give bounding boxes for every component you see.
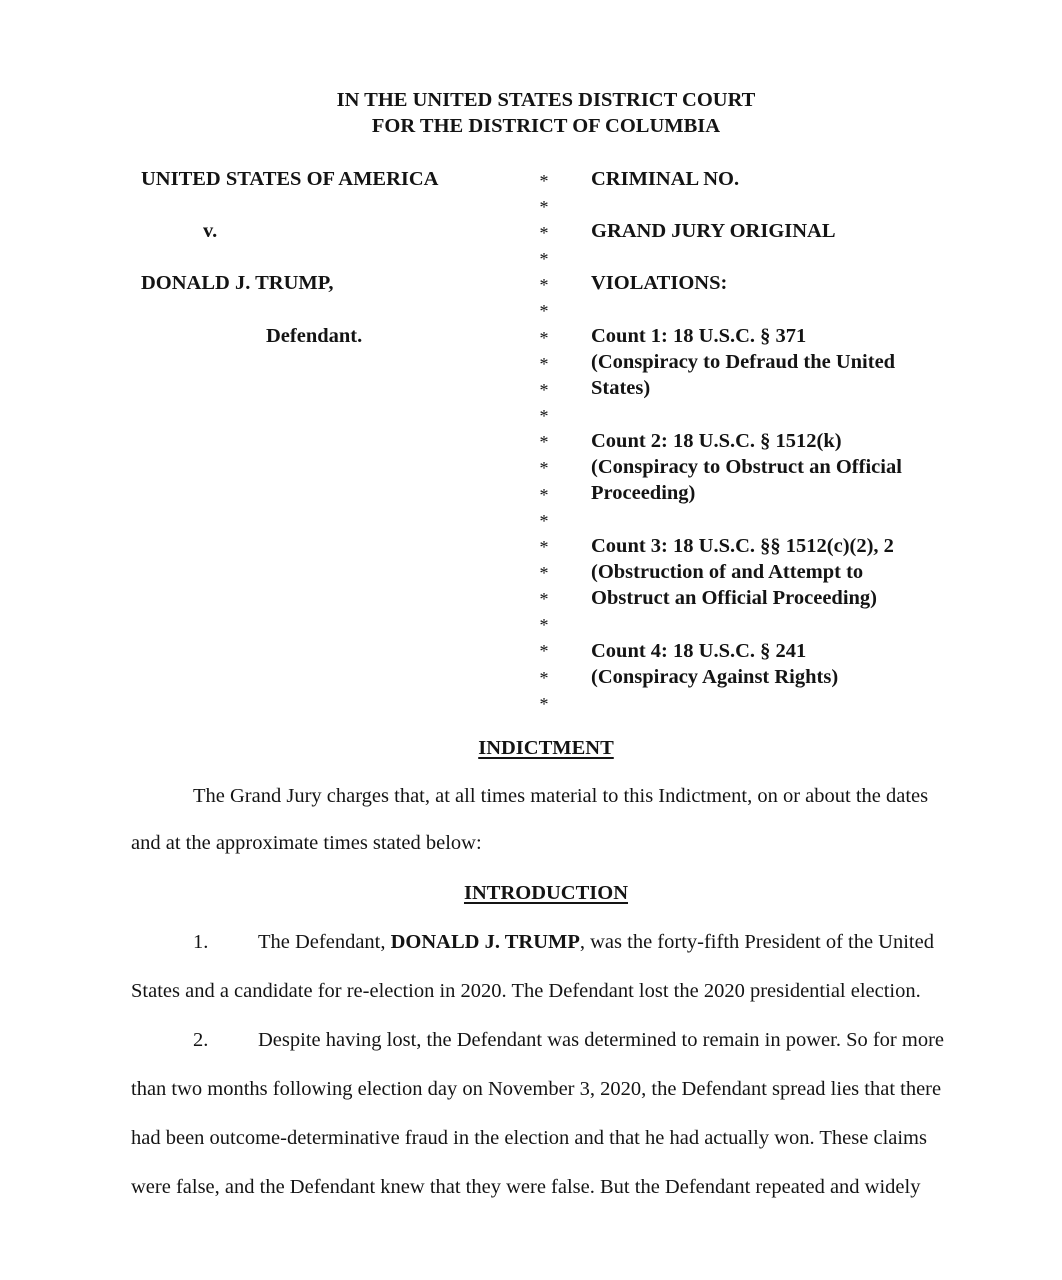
paragraph-number: 2. xyxy=(193,1029,209,1051)
criminal-number-label: CRIMINAL NO. xyxy=(591,168,740,190)
separator-star: * xyxy=(539,380,549,400)
separator-star: * xyxy=(539,458,549,478)
separator-star: * xyxy=(539,432,549,452)
separator-star: * xyxy=(539,301,549,321)
count-1-title: Count 1: 18 U.S.C. § 371 xyxy=(591,325,807,347)
separator-star: * xyxy=(539,537,549,557)
separator-star: * xyxy=(539,589,549,609)
count-4-title: Count 4: 18 U.S.C. § 241 xyxy=(591,640,807,662)
count-2-description: (Conspiracy to Obstruct an Official xyxy=(591,456,902,478)
indictment-text-line: and at the approximate times stated below: xyxy=(131,832,482,854)
count-3-description: Obstruct an Official Proceeding) xyxy=(591,587,878,609)
versus-label: v. xyxy=(203,220,218,242)
violations-label: VIOLATIONS: xyxy=(591,272,728,294)
count-2-title: Count 2: 18 U.S.C. § 1512(k) xyxy=(591,430,842,452)
count-1-description: (Conspiracy to Defraud the United xyxy=(591,351,896,373)
separator-star: * xyxy=(539,511,549,531)
separator-star: * xyxy=(539,615,549,635)
defendant-name: DONALD J. TRUMP, xyxy=(141,272,334,294)
defendant-label: Defendant. xyxy=(266,325,363,347)
grand-jury-label: GRAND JURY ORIGINAL xyxy=(591,220,836,242)
paragraph-1-line: States and a candidate for re-election in 2020. The Defendant lost the 2020 presidential election. xyxy=(131,980,921,1002)
separator-star: * xyxy=(539,223,549,243)
separator-star: * xyxy=(539,249,549,269)
separator-star: * xyxy=(539,694,549,714)
separator-star: * xyxy=(539,485,549,505)
separator-star: * xyxy=(539,563,549,583)
indictment-heading: INDICTMENT xyxy=(478,737,614,759)
paragraph-2-line: Despite having lost, the Defendant was determined to remain in power. So for more xyxy=(258,1029,944,1051)
count-1-description: States) xyxy=(591,377,651,399)
plaintiff-name: UNITED STATES OF AMERICA xyxy=(141,168,439,190)
paragraph-number: 1. xyxy=(193,931,209,953)
paragraph-1-rest: , was the forty-fifth President of the United xyxy=(579,931,934,953)
paragraph-2-line: were false, and the Defendant knew that they were false. But the Defendant repeated and widely xyxy=(131,1176,921,1198)
count-3-title: Count 3: 18 U.S.C. §§ 1512(c)(2), 2 xyxy=(591,535,894,557)
count-2-description: Proceeding) xyxy=(591,482,696,504)
court-name-line: IN THE UNITED STATES DISTRICT COURT xyxy=(336,89,756,111)
separator-star: * xyxy=(539,197,549,217)
paragraph-2-line: had been outcome-determinative fraud in the election and that he had actually won. These claims xyxy=(131,1127,927,1149)
separator-star: * xyxy=(539,354,549,374)
separator-star: * xyxy=(539,641,549,661)
separator-star: * xyxy=(539,275,549,295)
introduction-heading: INTRODUCTION xyxy=(463,882,629,904)
separator-star: * xyxy=(539,328,549,348)
separator-star: * xyxy=(539,171,549,191)
separator-star: * xyxy=(539,668,549,688)
court-district-line: FOR THE DISTRICT OF COLUMBIA xyxy=(371,115,721,137)
paragraph-1-lead: The Defendant, xyxy=(258,931,386,953)
count-3-description: (Obstruction of and Attempt to xyxy=(591,561,864,583)
paragraph-1-line xyxy=(258,931,934,954)
paragraph-2-line: than two months following election day on November 3, 2020, the Defendant spread lies that there xyxy=(131,1078,942,1100)
count-4-description: (Conspiracy Against Rights) xyxy=(591,666,839,688)
separator-star: * xyxy=(539,406,549,426)
defendant-name-bold: DONALD J. TRUMP xyxy=(390,931,580,953)
indictment-text-line: The Grand Jury charges that, at all times material to this Indictment, on or about the dates xyxy=(193,785,929,807)
